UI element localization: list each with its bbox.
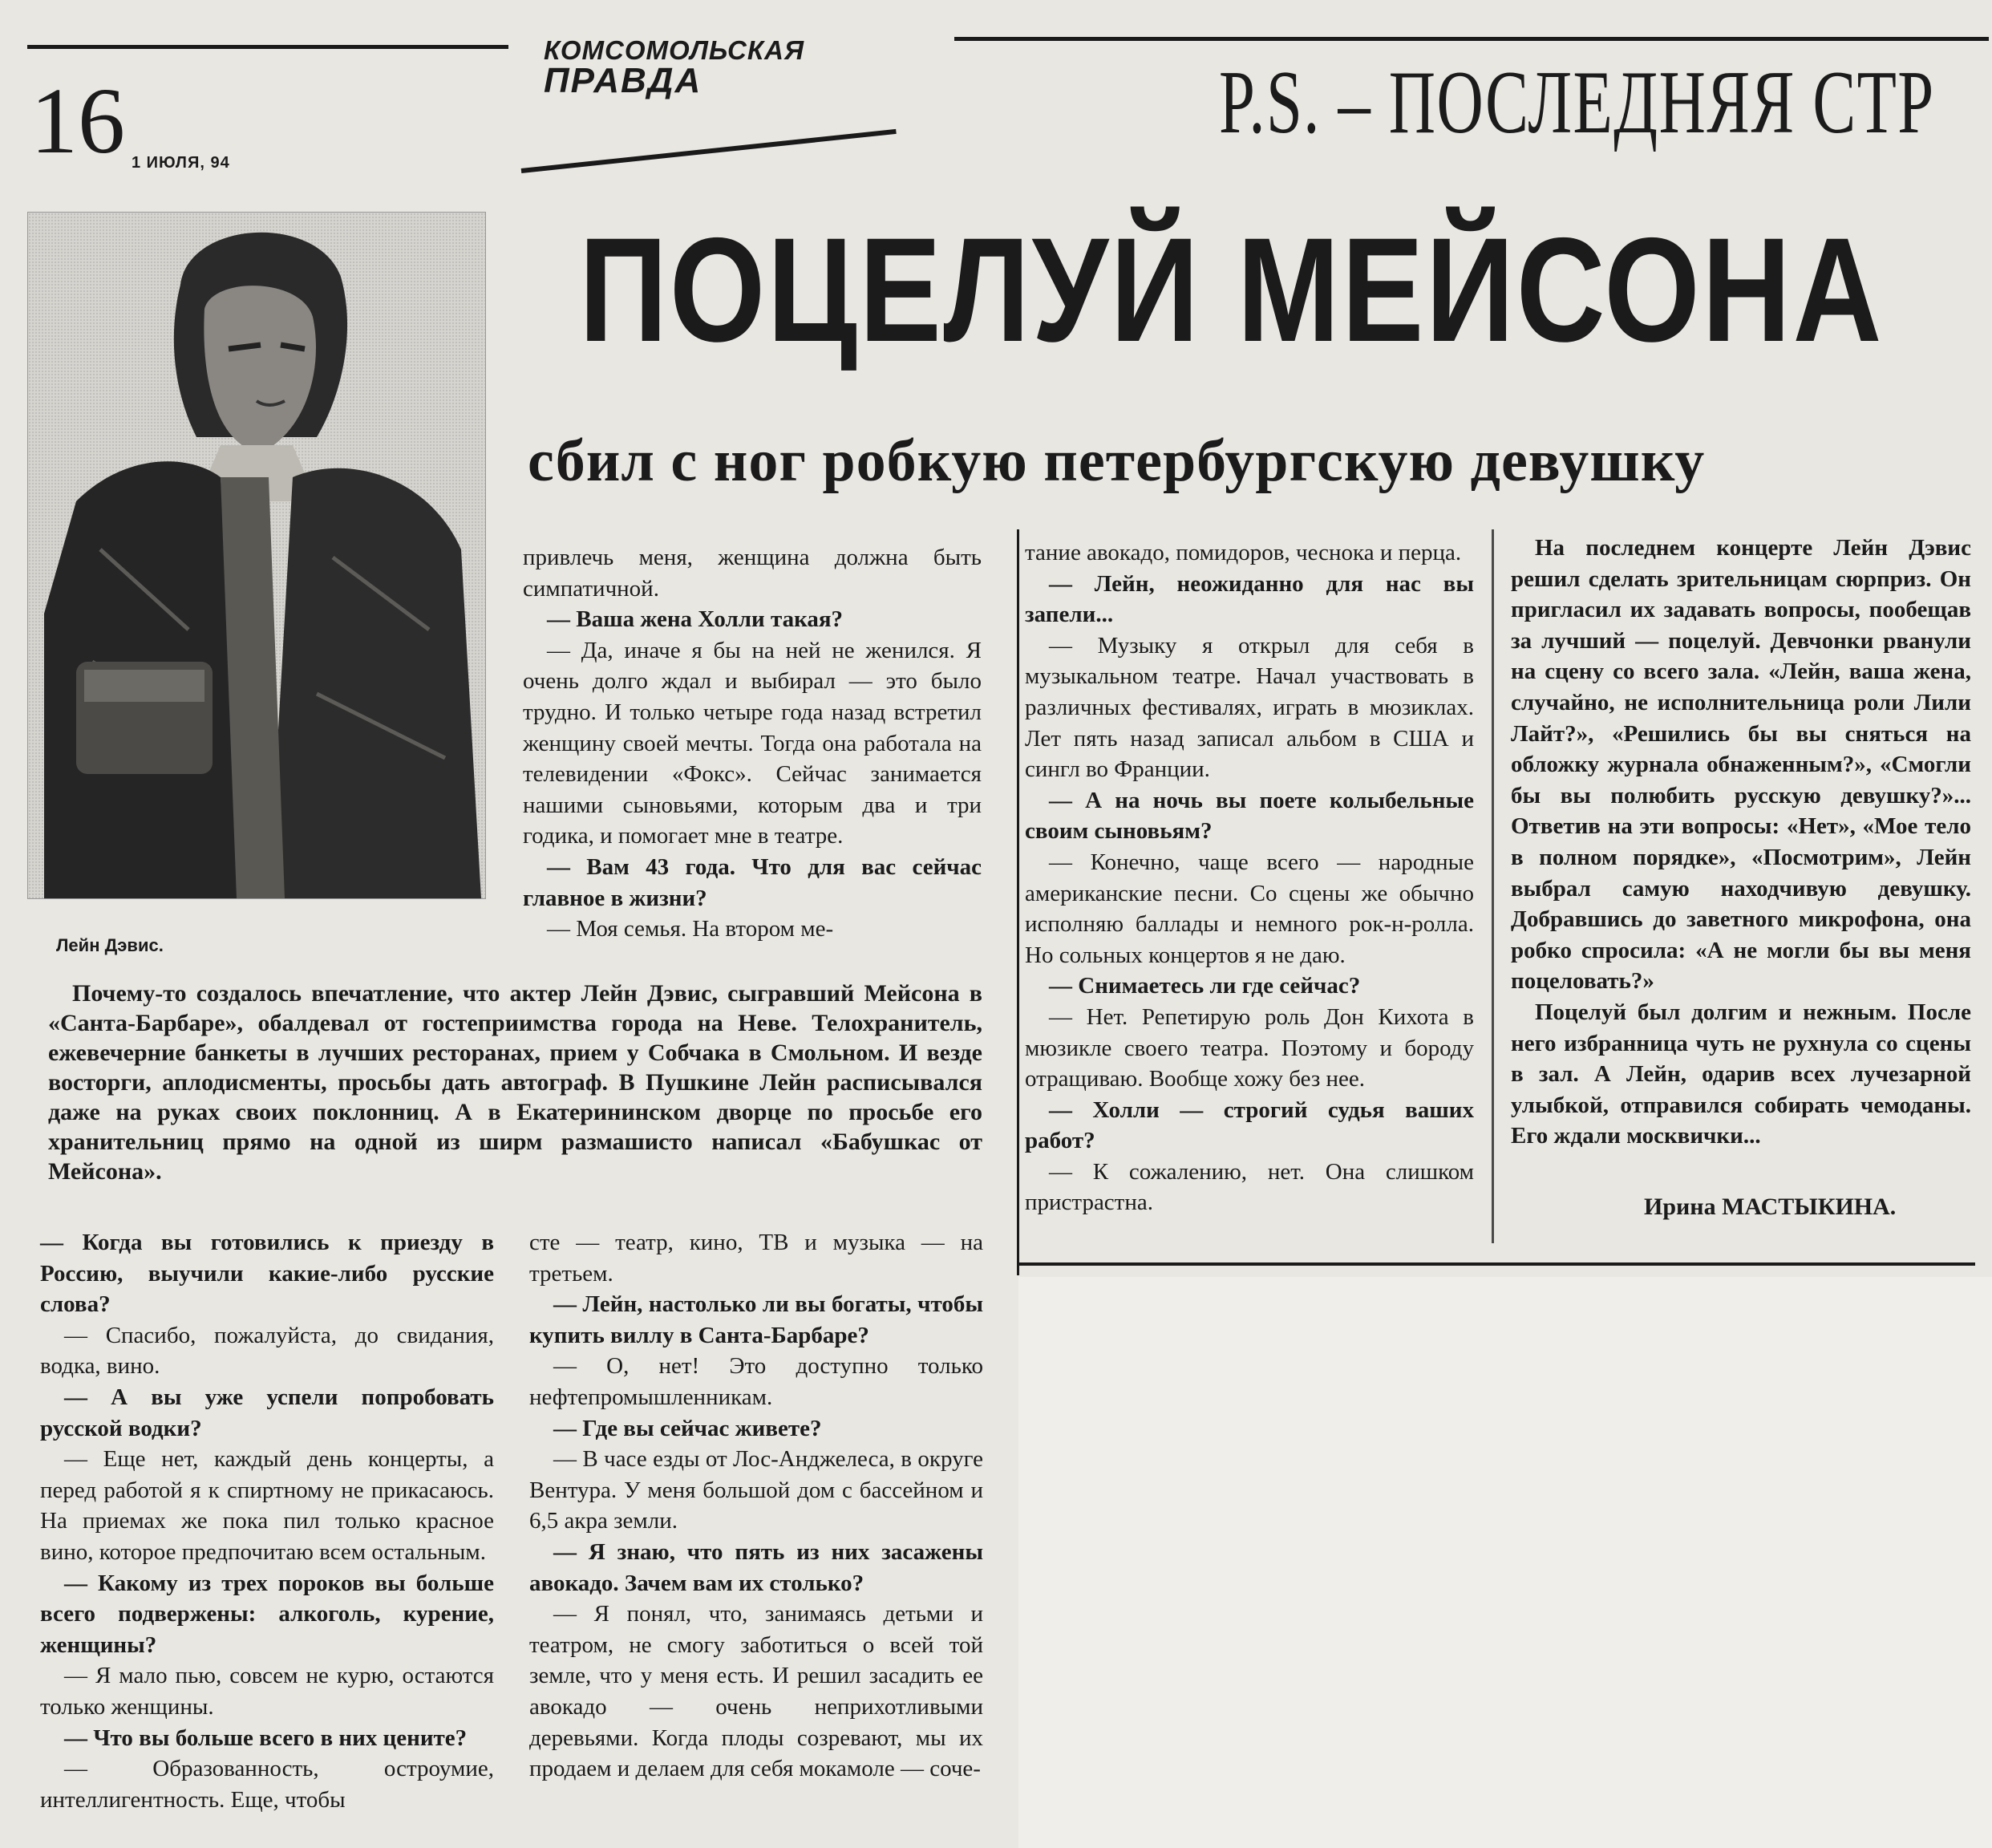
interview-question: — Ваша жена Холли такая? xyxy=(547,606,844,633)
issue-date: 1 ИЮЛЯ, 94 xyxy=(132,154,230,172)
interview-answer: — О, нет! Это доступно только нефтепромышленникам. xyxy=(529,1353,983,1410)
interview-answer: — Конечно, чаще всего — народные американские песни. Со сцены же обычно исполняю баллады и немного рок-н-ролла. Но сольных концертов я не даю. xyxy=(1025,849,1474,968)
photo-caption: Лейн Дэвис. xyxy=(56,935,164,955)
interview-answer: привлечь меня, женщина должна быть симпатичной. xyxy=(523,545,982,602)
top-rule-left xyxy=(27,45,508,49)
portrait-photo xyxy=(27,212,486,899)
bottom-rule-right xyxy=(1017,1262,1975,1266)
sidebar-paragraph: Поцелуй был долгим и нежным. После него избранница чуть не рухнула со сцены в зал. А Лейн, одарив всех лучезарной улыбкой, отправился собирать чемоданы. Его ждали москвички... xyxy=(1511,999,1971,1149)
interview-answer: — В часе езды от Лос-Анджелеса, в округе Вентура. У меня большой дом с бассейном и 6,5 акра земли. xyxy=(529,1446,983,1534)
interview-question: — А вы уже успели попробовать русской водки? xyxy=(40,1384,494,1441)
interview-answer: — Музыку я открыл для себя в музыкальном театре. Начал участвовать в различных фестивалях, играть в мюзиклах. Лет пять назад записал альбом в США и сингл во Франции. xyxy=(1025,632,1474,783)
interview-answer: сте — театр, кино, ТВ и музыка — на третьем. xyxy=(529,1230,983,1287)
interview-question: — Какому из трех пороков вы больше всего подвержены: алкоголь, курение, женщины? xyxy=(40,1570,494,1658)
interview-question: — Лейн, неожиданно для нас вы запели... xyxy=(1025,570,1474,628)
interview-answer: — Моя семья. На втором ме- xyxy=(547,916,834,942)
interview-answer: — Образованность, остроумие, интеллигентность. Еще, чтобы xyxy=(40,1756,494,1813)
top-rule-right xyxy=(954,37,1989,41)
column-middle-bottom xyxy=(529,1227,983,1785)
newspaper-logo xyxy=(544,37,824,99)
column-middle-top xyxy=(523,542,982,945)
column-divider xyxy=(1017,529,1019,1275)
interview-question: — Вам 43 года. Что для вас сейчас главное в жизни? xyxy=(523,853,982,911)
lead-paragraph: Почему-то создалось впечатление, что актер Лейн Дэвис, сыгравший Мейсона в «Санта-Барбаре», обалдевал от гостеприимства города на Неве. Телохранитель, ежевечерние банкеты в лучших ресторанах, прием у Собчака в Смольном. И везде восторги, аплодисменты, просьбы дать автограф. В Пушкине Лейн расписывался даже на руках своих поклонниц. А в Екатерининском дворце по просьбе его хранительниц прямо на одной из ширм размашисто написал «Бабушкас от Мейсона». xyxy=(48,980,982,1185)
section-title: P.S. – ПОСЛЕДНЯЯ СТР xyxy=(1219,53,1935,152)
sidebar-paragraph: На последнем концерте Лейн Дэвис решил сделать зрительницам сюрприз. Он пригласил их задавать вопросы, пообещав за лучший — поцелуй. Девчонки рванули на сцену со всего зала. «Лейн, ваша жена, случайно, не исполнительница роли Лили Лайт?», «Решились бы вы сняться на обложку журнала обнаженным?», «Смогли бы вы полюбить русскую девушку?»... Ответив на эти вопросы: «Нет», «Мое тело в полном порядке», «Посмотрим», Лейн выбрал самую находчивую девушку. Добравшись до заветного микрофона, она робко спросила: «А не могли бы вы меня поцеловать?» xyxy=(1511,535,1971,995)
logo-line-1: КОМСОМОЛЬСКАЯ xyxy=(544,35,805,65)
interview-answer: — Да, иначе я бы на ней не женился. Я очень долго ждал и выбирал — это было трудно. И только четыре года назад встретил женщину своей мечты. Тогда она работала на телевидении «Фокс». Сейчас занимается нашими сыновьями, которым два и три годика, и помогает мне в театре. xyxy=(523,637,982,849)
logo-line-2: ПРАВДА xyxy=(544,61,702,100)
interview-answer: тание авокадо, помидоров, чеснока и перца. xyxy=(1025,540,1462,565)
interview-answer: — Нет. Репетирую роль Дон Кихота в мюзикле своего театра. Поэтому и бороду отращиваю. Вообще хожу без нее. xyxy=(1025,1003,1474,1092)
interview-question: — А на ночь вы поете колыбельные своим сыновьям? xyxy=(1025,787,1474,845)
interview-answer: — Я мало пью, совсем не курю, остаются только женщины. xyxy=(40,1663,494,1720)
interview-question: — Что вы больше всего в них цените? xyxy=(64,1724,468,1751)
interview-answer: — Еще нет, каждый день концерты, а перед работой я к спиртному не прикасаюсь. На приемах же пока пил только красное вино, которое предпочитаю всем остальным. xyxy=(40,1446,494,1565)
headline: ПОЦЕЛУЙ МЕЙСОНА xyxy=(579,208,1884,373)
interview-answer: — Спасибо, пожалуйста, до свидания, водка, вино. xyxy=(40,1322,494,1380)
interview-question: — Снимаетесь ли где сейчас? xyxy=(1049,973,1361,999)
box-divider xyxy=(1492,529,1494,1243)
interview-question: — Где вы сейчас живете? xyxy=(553,1415,822,1441)
interview-answer: — К сожалению, нет. Она слишком пристрастна. xyxy=(1025,1158,1474,1216)
column-left-bottom xyxy=(40,1227,494,1815)
subheadline: сбил с ног робкую петербургскую девушку xyxy=(528,428,1706,494)
column-right xyxy=(1025,537,1474,1218)
logo-underline xyxy=(521,129,897,173)
blank-area xyxy=(1018,1277,1992,1848)
author-signature: Ирина МАСТЫКИНА. xyxy=(1644,1194,1897,1220)
sidebar-story xyxy=(1511,533,1971,1152)
interview-answer: — Я понял, что, занимаясь детьми и театром, не смогу заботиться о всей той земле, что у меня есть. И решил засадить ее авокадо — очень неприхотливыми деревьями. Когда плоды созревают, мы их продаем и делаем для себя мокамоле — соче- xyxy=(529,1601,983,1782)
interview-question: — Я знаю, что пять из них засажены авокадо. Зачем вам их столько? xyxy=(529,1538,983,1596)
portrait-photo-drawing xyxy=(28,213,485,898)
page-number: 16 xyxy=(30,68,125,173)
interview-question: — Когда вы готовились к приезду в Россию, выучили какие-либо русские слова? xyxy=(40,1230,494,1318)
interview-question: — Холли — строгий судья ваших работ? xyxy=(1025,1096,1474,1154)
interview-question: — Лейн, настолько ли вы богаты, чтобы купить виллу в Санта-Барбаре? xyxy=(529,1291,983,1348)
